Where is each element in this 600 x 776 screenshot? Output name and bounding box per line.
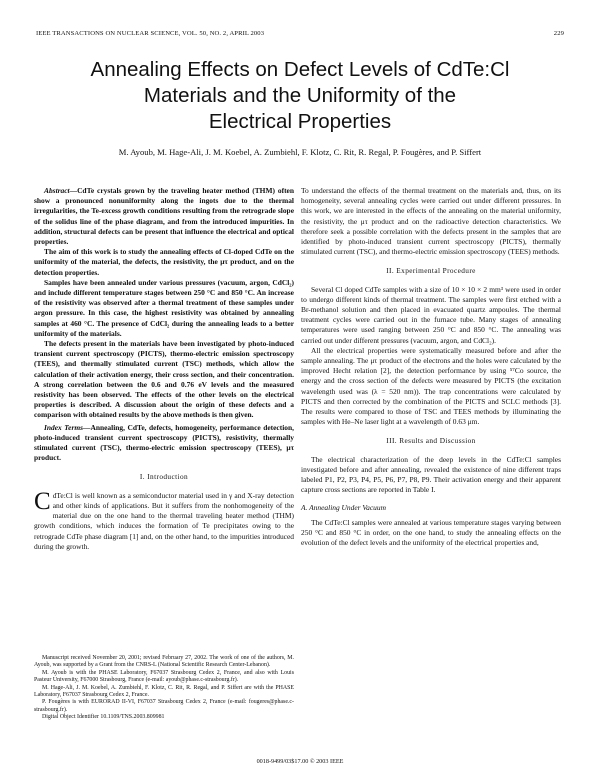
title-line: Annealing Effects on Defect Levels of CdTe:Cl (90, 58, 510, 81)
paper-title (40, 57, 560, 135)
footnote: M. Hage-Ali, J. M. Koebel, A. Zumbiehl, F. Klotz, C. Rit, R. Regal, and P. Siffert are with the PHASE Laboratory, F67037 Strasbourg Cedex 2, France. (34, 684, 294, 699)
section-heading: II. Experimental Procedure (386, 266, 476, 276)
body-paragraph: dTe:Cl is well known as a semiconductor material used in γ and X-ray detection and other kinds of applications. But it suffers from the nonhomogeneity of the material due on the one hand to the thermal traveling heater method (THM) growth conditions, which induces the formation of Te precipitates owing to the retrograde CdTe phase diagram [1] and, on the other hand, to the impurities introduced during the growth. (34, 490, 294, 551)
subsection-heading: A. Annealing Under Vacuum (301, 503, 386, 513)
abstract-paragraph: The aim of this work is to study the annealing effects of Cl-doped CdTe on the uniformity of the material, the defects, the resistivity, the μτ product, and on the detection properties. (34, 247, 294, 277)
running-header (36, 30, 564, 42)
footnote-doi: Digital Object Identifier 10.1109/TNS.2003.809981 (42, 714, 165, 721)
abstract-paragraph: Samples have been annealed under various pressures (vacuum, argon, CdCl₂) and include different temperature stages between 250 °C and 850 °C. An increase of the resistivity was observed after a thermal treatment of these samples under argon pressure. In this case, the highest resistivity was obtained by annealing samples at 460 °C. The presence of CdCl₂ during the annealing leads to a better uniformity of the materials. (34, 277, 294, 338)
index-terms (34, 423, 294, 464)
abstract-paragraph (34, 186, 294, 247)
intro-body (34, 487, 294, 552)
footnote: P. Fougères is with EURORAD II-VI, F67037 Strasbourg Cedex 2, France (e-mail: fougeres@phase.c-strasbourg.fr). (34, 699, 294, 713)
drop-cap: C (34, 487, 51, 515)
left-column (34, 186, 294, 552)
body-paragraph: All the electrical properties were systematically measured before and after the sample annealing. The μτ product of the electrons and the holes were calculated by the improved Hecht relation [2], the detection performance by using ⁵⁷Co source, the energy and the cross section of the defects were measured by PICTS (the excitation wavelength used was (λ = 520 nm)). The trap concentrations were calculated by PICTS and then corrected by the combination of the PICTS and SCLC methods [3]. The results were compared to those of TSC and TEES methods by illuminating the samples with He–Ne laser light at a wavelength of 0.63 μm. (301, 345, 561, 427)
footnote: Manuscript received November 20, 2001; revised February 27, 2002. The work of one of the authors, M. Ayoub, was supported by a Grant from the CNRS-L (National Scientific Research Center-Lebanon). (34, 655, 294, 669)
author-list: M. Ayoub, M. Hage-Ali, J. M. Koebel, A. Zumbiehl, F. Klotz, C. Rit, R. Regal, P. Fougères, and P. Siffert (118, 147, 482, 157)
abstract-label: Abstract— (44, 186, 78, 195)
abstract (34, 186, 294, 421)
body-paragraph: To understand the effects of the thermal treatment on the materials and, thus, on its homogeneity, several annealing cycles were carried out under different pressures. In this work, we are interested in the effects of the annealing on the material uniformity, the resistivity, the μτ product and on the radioactive detection characteristics. We therefore seek a possible correlation with the defects present in the samples that are identified by photo-induced transient current spectroscopy (PICTS), thermally stimulated current (TSC), and thermo-electric emission spectroscopy (TEES) methods. (301, 186, 561, 257)
body-paragraph: The CdTe:Cl samples were annealed at various temperature stages varying between 250 °C and 850 °C in order, on the one hand, to study the annealing effects on the evolution of the defect levels and the uniformity of the electrical properties and, (301, 517, 561, 548)
journal-header: IEEE TRANSACTIONS ON NUCLEAR SCIENCE, VOL. 50, NO. 2, APRIL 2003 (36, 30, 265, 37)
body-paragraph: The electrical characterization of the deep levels in the CdTe:Cl samples investigated before and after annealing, revealed the existence of nine different traps labeled P1, P2, P3, P4, P5, P6, P7, P8, P9. Their activation energy and their apparent capture cross sections are reported in Table I. (301, 454, 561, 495)
index-terms-text: Annealing, CdTe, defects, homogeneity, performance detection, photo-induced transient current spectroscopy (PICTS), resistivity, thermally stimulated current (TSC), thermo-electric emission spectroscopy (TEES), μτ product. (34, 422, 294, 463)
page-number: 229 (553, 30, 564, 37)
section-heading: I. Introduction (139, 472, 189, 482)
section-heading: III. Results and Discussion (386, 436, 476, 446)
abstract-text: CdTe crystals grown by the traveling heater method (THM) often show a pronounced nonuniformity along the ingots due to the thermal irregularities, the Te-excess growth conditions resulting from the retrograde slope of the solidus line of the phase diagram, and from the introduced impurities. In addition, structural defects can be present that influence the electrical and optical properties. (34, 186, 294, 247)
copyright-line: 0018-9499/03$17.00 © 2003 IEEE (256, 758, 344, 765)
footnote: M. Ayoub is with the PHASE Laboratory, F67037 Strasbourg Cedex 2, France, and also with Louis Pasteur University, F67000 Strasbourg, France (e-mail: ayoub@phase.c-strasbourg.fr). (34, 669, 294, 684)
index-terms-label: Index Terms— (44, 422, 91, 432)
footnotes (34, 655, 294, 722)
right-column (301, 186, 561, 548)
title-line: Electrical Properties (208, 110, 392, 133)
body-paragraph: Several Cl doped CdTe samples with a size of 10 × 10 × 2 mm³ were used in order to undergo different kinds of thermal treatment. The samples were first etched with a Br-methanol solution and then placed in evacuated quartz ampoules. The thermal treatment cycles were carried out in the furnace tube. Many stages of annealing temperatures were used ranging between 250 °C and 850 °C. The annealing was carried out under different pressures (vacuum, argon, and CdCl₂). (301, 284, 561, 345)
abstract-paragraph: The defects present in the materials have been investigated by photo-induced transient current spectroscopy (PICTS), thermo-electric emission spectroscopy (TEES), and thermally stimulated current (TSC) methods, which allow the calculation of their activation energy, their cross section, and their concentration. A strong correlation between the 0.6 and 0.76 eV levels and the measured resistivity has been observed. The effects of the other levels on the electrical properties is described. A discussion about the origin of these defects and a comparison with obtained results by the above methods is then given. (34, 339, 294, 420)
title-line: Materials and the Uniformity of the (143, 84, 457, 107)
